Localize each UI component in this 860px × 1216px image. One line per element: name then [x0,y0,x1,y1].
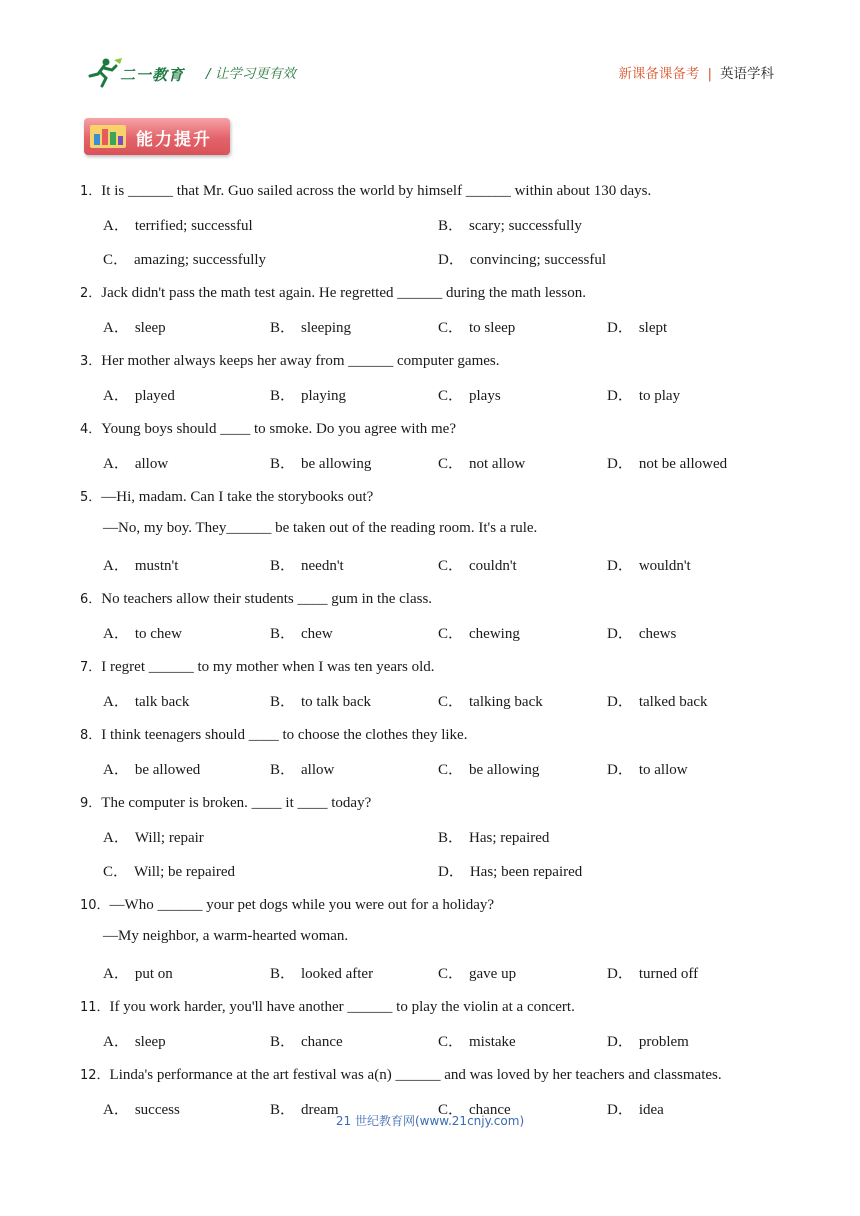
option-key: D． [607,626,633,642]
option-text: playing [301,388,347,404]
question-stem [80,792,371,812]
option-text: chew [301,626,333,642]
answer-option [607,1030,689,1051]
subject-label: 英语学科 [720,66,774,82]
question-text: The computer is broken. ____ it ____ today? [101,795,372,811]
footer-source: 21 世纪教育网(www.21cnjy.com) [335,1114,525,1128]
answer-option [607,316,667,337]
question-text: I regret ______ to my mother when I was ten years old. [101,659,435,675]
answer-option [103,826,204,847]
question-text: No teachers allow their students ____ gum in the class. [101,591,433,607]
option-text: to talk back [301,694,371,710]
question-number: 2． [80,286,102,301]
answer-option [607,622,676,643]
option-text: chews [638,626,677,642]
answer-option [607,452,727,473]
question-number: 12． [80,1068,110,1083]
answer-option [103,248,266,269]
option-key: D． [607,1102,633,1118]
answer-option [103,384,175,405]
option-text: idea [638,1102,664,1118]
option-key: D． [607,456,633,472]
answer-option [438,452,525,473]
option-key: C． [438,762,464,778]
option-text: chance [469,1102,511,1118]
answer-option [103,554,178,575]
answer-option [103,214,253,235]
option-text: chewing [469,626,520,642]
question-number: 7． [80,660,102,675]
option-key: D． [438,864,464,880]
answer-option [438,384,501,405]
answer-option [438,248,606,269]
option-key: C． [438,1102,464,1118]
option-text: Will; be repaired [134,864,236,880]
option-text: wouldn't [638,558,691,574]
answer-option [438,758,539,779]
option-text: Has; repaired [469,830,550,846]
question-dialogue-line: —My neighbor, a warm-hearted woman. [103,928,349,944]
answer-option [270,690,371,711]
option-text: couldn't [469,558,517,574]
option-key: B． [270,694,296,710]
option-key: D． [607,558,633,574]
question-text: Jack didn't pass the math test again. He regretted ______ during the math lesson. [101,285,586,301]
option-key: D． [607,762,633,778]
option-text: not allow [469,456,526,472]
option-key: C． [438,966,464,982]
question-number: 3． [80,354,102,369]
answer-option [270,554,344,575]
question-stem [80,724,467,744]
option-key: B． [270,1034,296,1050]
option-text: talking back [469,694,543,710]
answer-option [270,1030,343,1051]
option-text: slept [638,320,668,336]
page-header [84,56,774,90]
answer-option [103,962,173,983]
option-text: be allowed [134,762,201,778]
answer-option [270,384,346,405]
answer-option [103,1030,166,1051]
option-key: B． [270,966,296,982]
option-key: A． [103,830,129,846]
option-key: C． [103,864,129,880]
option-key: C． [103,252,129,268]
answer-option [270,962,373,983]
option-key: D． [607,966,633,982]
answer-option [270,452,371,473]
option-key: C． [438,1034,464,1050]
question-number: 5． [80,490,102,505]
answer-option [607,758,688,779]
option-key: B． [270,626,296,642]
question-number: 1． [80,184,102,199]
question-number: 9． [80,796,102,811]
option-text: to sleep [469,320,516,336]
question-text: I think teenagers should ____ to choose the clothes they like. [101,727,468,743]
option-key: B． [270,456,296,472]
runner-icon [84,56,124,88]
answer-option [607,690,708,711]
question-number: 11． [80,1000,110,1015]
answer-option [438,826,549,847]
question-text: Young boys should ____ to smoke. Do you agree with me? [101,421,456,437]
option-text: looked after [301,966,374,982]
option-key: A． [103,762,129,778]
header-separator: | [707,66,712,82]
bar-chart-icon [90,125,126,148]
answer-option [438,554,517,575]
option-key: B． [270,388,296,404]
option-key: C． [438,694,464,710]
option-text: sleep [134,1034,166,1050]
answer-option [103,452,168,473]
option-key: A． [103,456,129,472]
answer-option [270,622,333,643]
option-key: A． [103,320,129,336]
answer-option [103,316,166,337]
question-number: 10． [80,898,110,913]
question-dialogue-line: —No, my boy. They______ be taken out of the reading room. It's a rule. [103,520,538,536]
option-key: A． [103,388,129,404]
option-key: D． [438,252,464,268]
option-key: A． [103,1034,129,1050]
option-key: C． [438,626,464,642]
option-key: B． [270,762,296,778]
question-text: —Hi, madam. Can I take the storybooks out? [101,489,374,505]
question-text: It is ______ that Mr. Guo sailed across the world by himself ______ within about 130 days. [101,183,652,199]
option-text: success [134,1102,180,1118]
option-key: A． [103,1102,129,1118]
option-key: D． [607,388,633,404]
option-text: to play [638,388,681,404]
answer-option [438,860,582,881]
option-text: needn't [301,558,344,574]
answer-option [103,622,182,643]
option-key: C． [438,558,464,574]
option-text: allow [134,456,169,472]
question-stem [80,350,499,370]
question-text: If you work harder, you'll have another ______ to play the violin at a concert. [109,999,575,1015]
option-text: mustn't [134,558,179,574]
option-key: D． [607,694,633,710]
option-text: not be allowed [638,456,728,472]
option-text: sleep [134,320,166,336]
question-stem [80,282,586,302]
slogan: / 让学习更有效 [206,66,296,82]
answer-option [607,554,691,575]
option-text: Has; been repaired [469,864,583,880]
question-text: Her mother always keeps her away from ______ computer games. [101,353,500,369]
option-key: D． [607,1034,633,1050]
option-text: be allowing [301,456,372,472]
logo-text: 二一教育 [120,66,185,84]
question-stem [80,418,456,438]
option-key: A． [103,694,129,710]
option-text: dream [301,1102,339,1118]
answer-option [270,758,334,779]
question-number: 8． [80,728,102,743]
option-key: B． [438,830,464,846]
option-text: played [134,388,175,404]
option-text: scary; successfully [469,218,582,234]
question-stem [80,486,373,506]
answer-option [438,316,515,337]
question-stem [80,180,651,200]
option-text: Will; repair [134,830,204,846]
option-text: problem [638,1034,689,1050]
option-text: sleeping [301,320,352,336]
header-subject-info [618,62,774,82]
answer-option [103,860,235,881]
answer-option [438,690,543,711]
option-text: to allow [638,762,688,778]
section-title: 能力提升 [136,130,212,150]
answer-option [607,962,698,983]
option-key: A． [103,626,129,642]
option-text: mistake [469,1034,516,1050]
option-key: B． [270,558,296,574]
option-text: put on [134,966,173,982]
option-text: be allowing [469,762,540,778]
option-text: chance [301,1034,343,1050]
question-number: 6． [80,592,102,607]
answer-option [438,622,520,643]
option-text: turned off [638,966,699,982]
option-key: B． [270,320,296,336]
option-text: terrified; successful [134,218,253,234]
answer-option [103,758,200,779]
question-stem [80,894,494,914]
question-stem [80,1064,722,1084]
option-text: convincing; successful [469,252,607,268]
answer-option [438,962,516,983]
course-label: 新课备课备考 [618,66,700,82]
option-key: A． [103,966,129,982]
option-text: amazing; successfully [134,252,267,268]
option-text: plays [469,388,501,404]
brand-logo [84,56,194,88]
option-key: A． [103,218,129,234]
answer-option [607,384,680,405]
question-stem [80,588,432,608]
option-text: talked back [638,694,708,710]
option-key: C． [438,456,464,472]
option-text: gave up [469,966,517,982]
option-key: C． [438,388,464,404]
option-text: talk back [134,694,190,710]
question-text: Linda's performance at the art festival was a(n) ______ and was loved by her teachers and classmates. [109,1067,722,1083]
answer-option [103,690,189,711]
answer-option [438,214,582,235]
question-number: 4． [80,422,102,437]
option-key: D． [607,320,633,336]
question-stem [80,996,575,1016]
question-text: —Who ______ your pet dogs while you were out for a holiday? [109,897,495,913]
option-key: C． [438,320,464,336]
option-key: B． [438,218,464,234]
option-key: B． [270,1102,296,1118]
question-stem [80,656,435,676]
answer-option [438,1030,516,1051]
section-badge [84,118,230,155]
option-key: A． [103,558,129,574]
answer-option [270,316,351,337]
option-text: allow [301,762,335,778]
option-text: to chew [134,626,182,642]
